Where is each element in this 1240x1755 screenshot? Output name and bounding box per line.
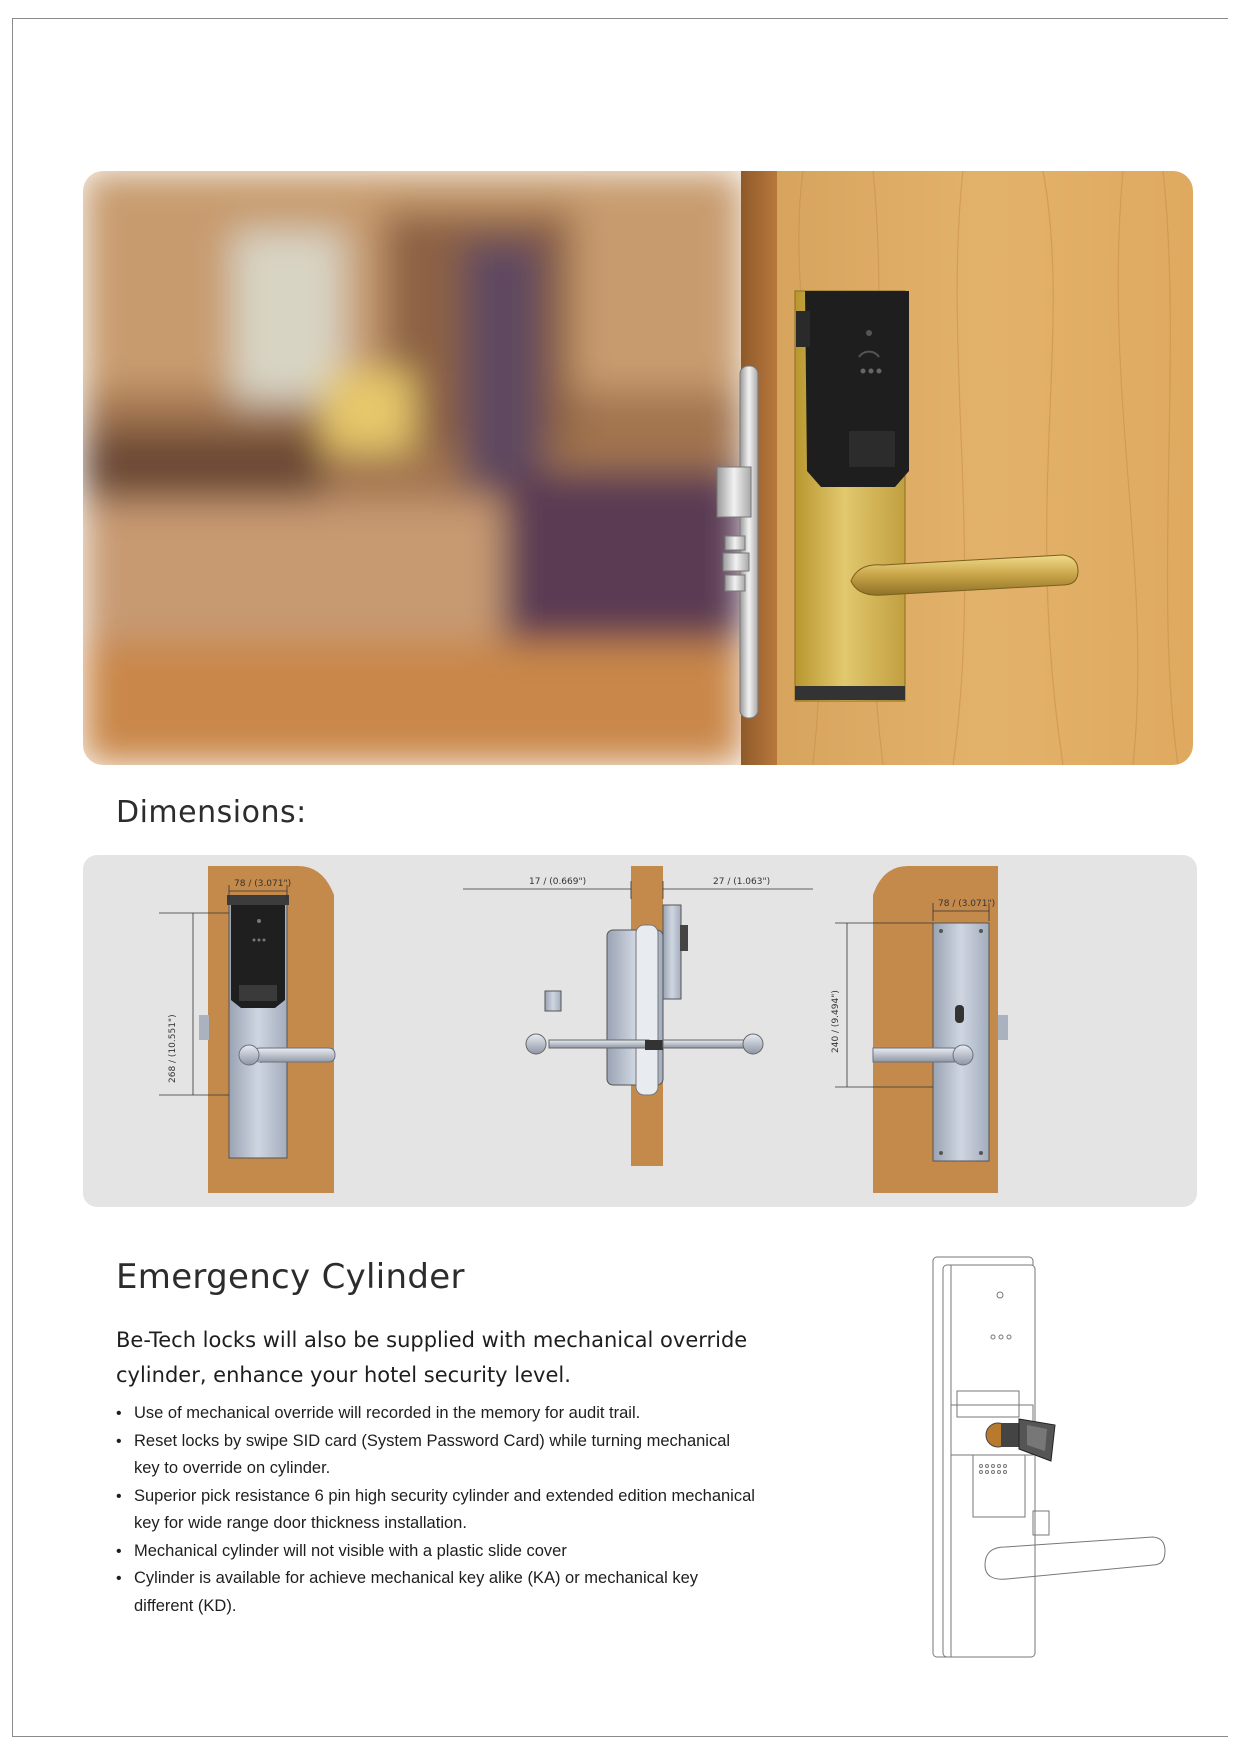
side-right-label: 27 / (1.063")	[713, 877, 771, 887]
front-view	[159, 866, 335, 1193]
cylinder-line-drawing	[915, 1255, 1195, 1665]
back-view	[831, 866, 1008, 1193]
side-left-label: 17 / (0.669")	[529, 877, 587, 887]
list-item: • Cylinder is available for achieve mechanical key alike (KA) or mechanical key different (KD).	[116, 1565, 756, 1620]
emergency-heading: Emergency Cylinder	[116, 1257, 465, 1297]
back-height-label: 240 / (9.494")	[831, 990, 841, 1053]
feature-list	[116, 1400, 756, 1620]
dimensions-heading: Dimensions:	[116, 795, 307, 830]
front-height-label: 268 / (10.551")	[168, 1014, 178, 1083]
back-width-label: 78 / (3.071")	[938, 899, 996, 909]
list-item: • Mechanical cylinder will not visible with a plastic slide cover	[116, 1538, 756, 1566]
dimension-drawings	[83, 855, 1197, 1207]
front-width-label: 78 / (3.071")	[234, 879, 292, 889]
list-item: • Reset locks by swipe SID card (System Password Card) while turning mechanical key to override on cylinder.	[116, 1428, 756, 1483]
list-item: • Superior pick resistance 6 pin high security cylinder and extended edition mechanical key for wide range door thickness installation.	[116, 1483, 756, 1538]
list-item: • Use of mechanical override will recorded in the memory for audit trail.	[116, 1400, 756, 1428]
hero-photo	[83, 171, 1193, 765]
side-view	[463, 866, 813, 1166]
emergency-intro: Be-Tech locks will also be supplied with mechanical override cylinder, enhance your hotel security level.	[116, 1328, 748, 1387]
